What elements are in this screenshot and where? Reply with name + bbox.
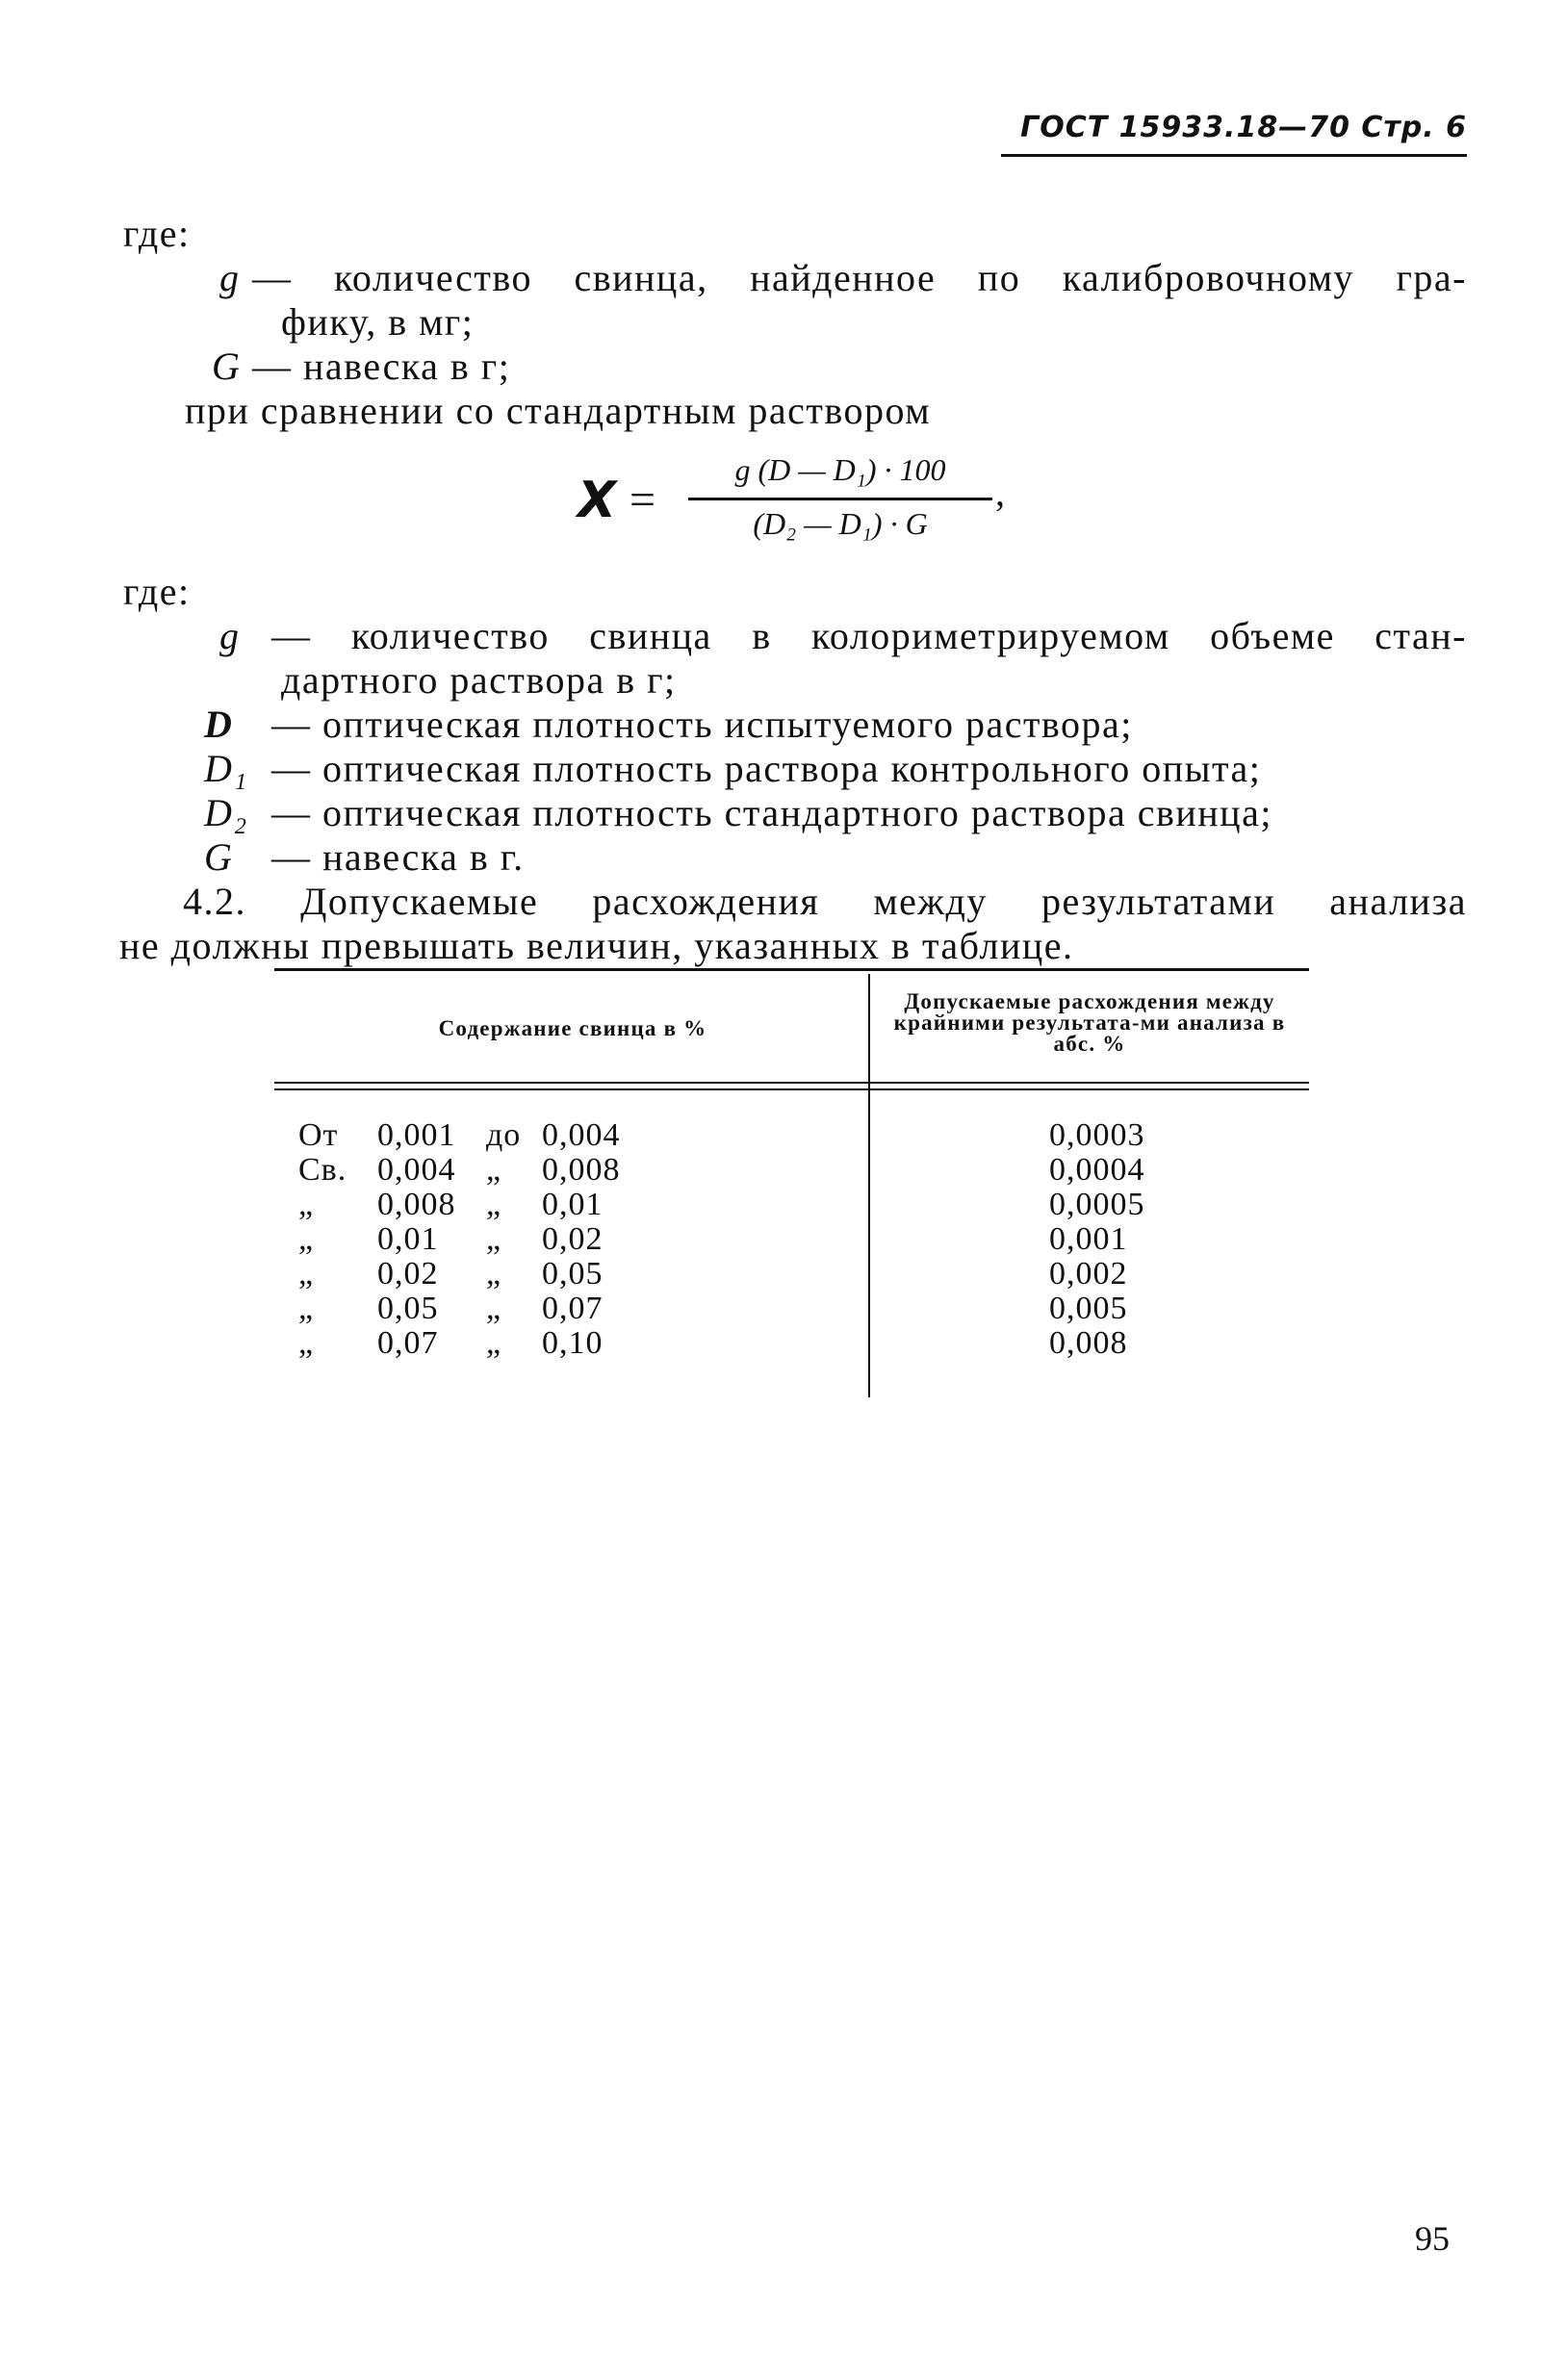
table-row-sep: „ [486,1152,502,1188]
definition-D1: — оптическая плотность раствора контрольного опыта; [271,747,1262,790]
page-header: ГОСТ 15933.18—70 Стр. 6 [1020,111,1467,144]
symbol-g-1: g [219,256,241,299]
definition-D: — оптическая плотность испытуемого раствора; [271,703,1133,746]
clause-4-2-line2: не должны превышать величин, указанных в таблице. [119,924,1074,967]
table-row-to: 0,10 [542,1325,604,1361]
table-row-tolerance: 0,001 [1049,1221,1128,1257]
table-row-prefix: „ [298,1256,315,1292]
symbol-G-1: G [212,345,242,388]
table-row-tolerance: 0,002 [1049,1256,1128,1292]
table-header-content: Содержание свинца в % [438,1016,707,1040]
symbol-D1: D₁ [204,747,248,790]
clause-4-2-line1: 4.2. Допускаемые расхождения между результатами анализа [183,880,1467,923]
table-row-prefix: От [298,1117,339,1153]
table-row-from: 0,07 [377,1325,439,1361]
table-header-rule-2 [274,1088,1309,1090]
table-column-separator [868,974,870,1397]
definition-D2: — оптическая плотность стандартного раствора свинца; [271,791,1272,834]
table-row-to: 0,01 [542,1187,604,1222]
table-row-sep: „ [486,1291,502,1326]
formula-equals: = [629,474,656,525]
table-row-tolerance: 0,005 [1049,1291,1128,1326]
where-label-1: где: [123,212,191,255]
table-row-sep: „ [486,1221,502,1257]
table-row-sep: „ [486,1187,502,1222]
definition-G-2: — навеска в г. [271,835,525,879]
table-row-to: 0,008 [542,1152,621,1188]
table-row-prefix: „ [298,1325,315,1361]
header-rule [1001,154,1467,157]
formula-lhs: X [578,472,617,529]
definition-g-1-cont: фику, в мг; [281,300,475,344]
symbol-g-2: g [219,614,241,657]
fraction-bar [688,498,992,500]
symbol-D2: D₂ [204,791,248,834]
table-row-prefix: Св. [298,1152,347,1188]
table-row-tolerance: 0,008 [1049,1325,1128,1361]
table-row-from: 0,02 [377,1256,439,1292]
table-header-rule-1 [274,1082,1309,1084]
definition-G-1: — навеска в г; [252,345,511,388]
table-row-to: 0,004 [542,1117,621,1153]
definition-g-2: — количество свинца в колориметрируемом объеме стан- [271,614,1467,657]
table-row-sep: „ [486,1325,502,1361]
formula-comma: , [995,471,1005,514]
table-row-prefix: „ [298,1221,315,1257]
definition-g-1: — количество свинца, найденное по калибровочному гра- [252,256,1467,299]
formula-x [578,452,1020,558]
table-row-tolerance: 0,0005 [1049,1187,1145,1222]
table-row-sep: „ [486,1256,502,1292]
table-row-from: 0,008 [377,1187,456,1222]
page-number: 95 [1415,2219,1450,2258]
formula-numerator: g (D — D₁) · 100 [734,452,946,487]
table-row-from: 0,01 [377,1221,439,1257]
table-row-to: 0,07 [542,1291,604,1326]
table-row-tolerance: 0,0003 [1049,1117,1145,1153]
table-row-sep: до [486,1117,522,1153]
table-header-tolerance: Допускаемые расхождения между крайними результата-ми анализа в абс. % [893,989,1286,1056]
table-row-prefix: „ [298,1291,315,1326]
formula-denominator: (D₂ — D₁) · G [753,506,928,541]
table-row-to: 0,02 [542,1221,604,1257]
table-row-from: 0,05 [377,1291,439,1326]
where-label-2: где: [123,570,191,613]
definition-g-2-cont: дартного раствора в г; [281,658,677,702]
table-row-from: 0,004 [377,1152,456,1188]
table-top-rule [274,968,1309,971]
symbol-D: D [204,703,234,746]
table-row-from: 0,001 [377,1117,456,1153]
table-row-prefix: „ [298,1187,315,1222]
symbol-G-2: G [204,835,234,879]
table-row-to: 0,05 [542,1256,604,1292]
table-row-tolerance: 0,0004 [1049,1152,1145,1188]
comparison-intro: при сравнении со стандартным раствором [185,389,932,432]
